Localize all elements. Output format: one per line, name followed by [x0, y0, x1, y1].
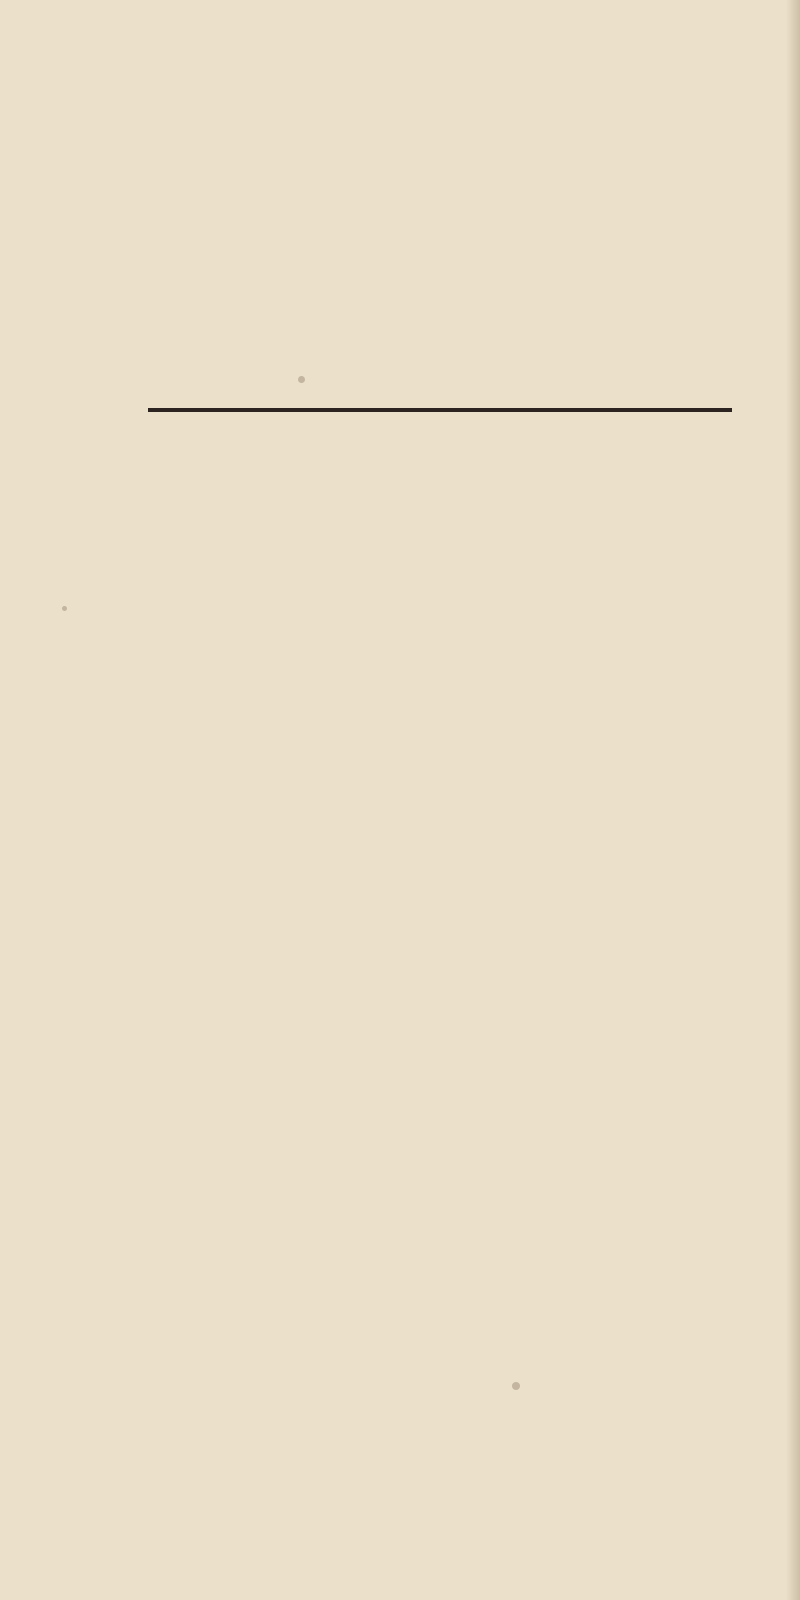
page-edge-shadow [786, 0, 800, 1600]
ink-speck [512, 1382, 520, 1390]
running-head [116, 46, 756, 96]
ink-speck [62, 606, 67, 611]
ink-speck [298, 376, 305, 383]
section-divider-rule [148, 408, 732, 412]
